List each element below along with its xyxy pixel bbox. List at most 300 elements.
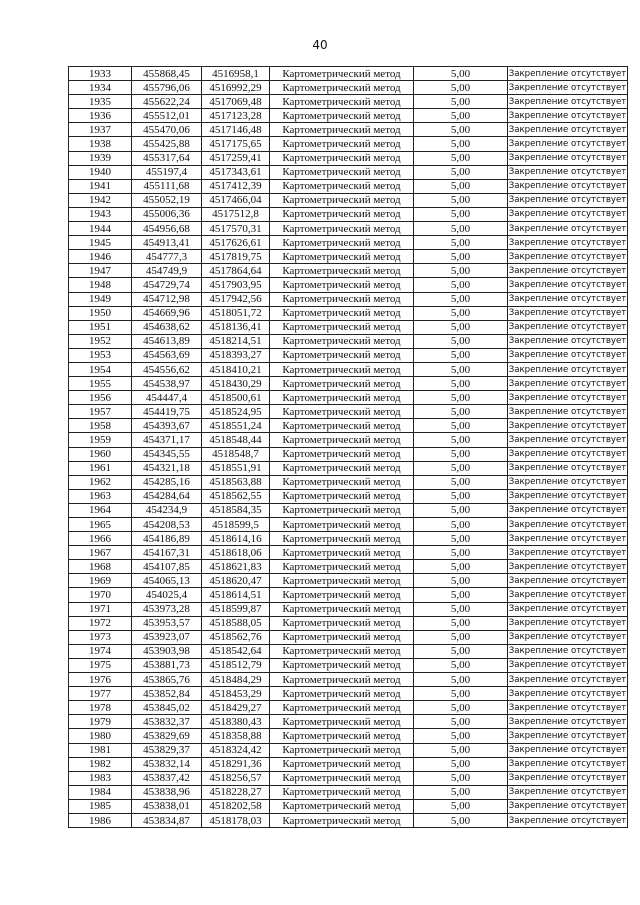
- x-coordinate-cell: 454613,89: [132, 334, 202, 348]
- point-number-cell: 1945: [69, 236, 132, 250]
- page-number: 40: [312, 38, 328, 52]
- accuracy-cell: 5,00: [414, 574, 508, 588]
- point-number-cell: 1986: [69, 813, 132, 827]
- x-coordinate-cell: 454186,89: [132, 532, 202, 546]
- y-coordinate-cell: 4518178,03: [202, 813, 270, 827]
- x-coordinate-cell: 454563,69: [132, 348, 202, 362]
- point-number-cell: 1959: [69, 433, 132, 447]
- accuracy-cell: 5,00: [414, 799, 508, 813]
- fixation-cell: Закрепление отсутствует: [508, 461, 628, 475]
- point-number-cell: 1973: [69, 630, 132, 644]
- table-row: [69, 137, 628, 151]
- method-cell: Картометрический метод: [270, 715, 414, 729]
- accuracy-cell: 5,00: [414, 362, 508, 376]
- x-coordinate-cell: 454749,9: [132, 264, 202, 278]
- table-row: [69, 391, 628, 405]
- fixation-cell: Закрепление отсутствует: [508, 348, 628, 362]
- point-number-cell: 1961: [69, 461, 132, 475]
- fixation-cell: Закрепление отсутствует: [508, 489, 628, 503]
- x-coordinate-cell: 454107,85: [132, 560, 202, 574]
- x-coordinate-cell: 454065,13: [132, 574, 202, 588]
- point-number-cell: 1969: [69, 574, 132, 588]
- fixation-cell: Закрепление отсутствует: [508, 391, 628, 405]
- y-coordinate-cell: 4518599,87: [202, 602, 270, 616]
- table-row: [69, 588, 628, 602]
- method-cell: Картометрический метод: [270, 673, 414, 687]
- x-coordinate-cell: 455512,01: [132, 109, 202, 123]
- x-coordinate-cell: 454556,62: [132, 362, 202, 376]
- method-cell: Картометрический метод: [270, 391, 414, 405]
- fixation-cell: Закрепление отсутствует: [508, 362, 628, 376]
- x-coordinate-cell: 454285,16: [132, 475, 202, 489]
- point-number-cell: 1968: [69, 560, 132, 574]
- x-coordinate-cell: 454284,64: [132, 489, 202, 503]
- y-coordinate-cell: 4518393,27: [202, 348, 270, 362]
- coordinates-table-body: [69, 67, 628, 828]
- x-coordinate-cell: 454234,9: [132, 503, 202, 517]
- method-cell: Картометрический метод: [270, 334, 414, 348]
- fixation-cell: Закрепление отсутствует: [508, 250, 628, 264]
- fixation-cell: Закрепление отсутствует: [508, 630, 628, 644]
- method-cell: Картометрический метод: [270, 757, 414, 771]
- point-number-cell: 1972: [69, 616, 132, 630]
- fixation-cell: Закрепление отсутствует: [508, 715, 628, 729]
- table-row: [69, 433, 628, 447]
- y-coordinate-cell: 4517146,48: [202, 123, 270, 137]
- x-coordinate-cell: 453923,07: [132, 630, 202, 644]
- fixation-cell: Закрепление отсутствует: [508, 95, 628, 109]
- accuracy-cell: 5,00: [414, 630, 508, 644]
- accuracy-cell: 5,00: [414, 405, 508, 419]
- accuracy-cell: 5,00: [414, 193, 508, 207]
- fixation-cell: Закрепление отсутствует: [508, 151, 628, 165]
- table-row: [69, 109, 628, 123]
- accuracy-cell: 5,00: [414, 250, 508, 264]
- method-cell: Картометрический метод: [270, 151, 414, 165]
- point-number-cell: 1937: [69, 123, 132, 137]
- method-cell: Картометрический метод: [270, 644, 414, 658]
- y-coordinate-cell: 4518358,88: [202, 729, 270, 743]
- accuracy-cell: 5,00: [414, 489, 508, 503]
- method-cell: Картометрический метод: [270, 207, 414, 221]
- table-row: [69, 616, 628, 630]
- fixation-cell: Закрепление отсутствует: [508, 123, 628, 137]
- y-coordinate-cell: 4517412,39: [202, 179, 270, 193]
- method-cell: Картометрический метод: [270, 532, 414, 546]
- point-number-cell: 1955: [69, 377, 132, 391]
- table-row: [69, 95, 628, 109]
- y-coordinate-cell: 4518500,61: [202, 391, 270, 405]
- method-cell: Картометрический метод: [270, 813, 414, 827]
- method-cell: Картометрический метод: [270, 320, 414, 334]
- y-coordinate-cell: 4518484,29: [202, 673, 270, 687]
- method-cell: Картометрический метод: [270, 574, 414, 588]
- y-coordinate-cell: 4518618,06: [202, 546, 270, 560]
- point-number-cell: 1980: [69, 729, 132, 743]
- table-row: [69, 278, 628, 292]
- x-coordinate-cell: 455796,06: [132, 81, 202, 95]
- method-cell: Картометрический метод: [270, 658, 414, 672]
- x-coordinate-cell: 455425,88: [132, 137, 202, 151]
- x-coordinate-cell: 455052,19: [132, 193, 202, 207]
- accuracy-cell: 5,00: [414, 503, 508, 517]
- method-cell: Картометрический метод: [270, 687, 414, 701]
- fixation-cell: Закрепление отсутствует: [508, 518, 628, 532]
- fixation-cell: Закрепление отсутствует: [508, 644, 628, 658]
- y-coordinate-cell: 4517864,64: [202, 264, 270, 278]
- y-coordinate-cell: 4518548,44: [202, 433, 270, 447]
- fixation-cell: Закрепление отсутствует: [508, 757, 628, 771]
- fixation-cell: Закрепление отсутствует: [508, 602, 628, 616]
- fixation-cell: Закрепление отсутствует: [508, 447, 628, 461]
- coordinates-table: [68, 66, 628, 828]
- method-cell: Картометрический метод: [270, 560, 414, 574]
- accuracy-cell: 5,00: [414, 137, 508, 151]
- point-number-cell: 1952: [69, 334, 132, 348]
- y-coordinate-cell: 4518614,51: [202, 588, 270, 602]
- accuracy-cell: 5,00: [414, 729, 508, 743]
- fixation-cell: Закрепление отсутствует: [508, 292, 628, 306]
- x-coordinate-cell: 454538,97: [132, 377, 202, 391]
- fixation-cell: Закрепление отсутствует: [508, 377, 628, 391]
- y-coordinate-cell: 4518202,58: [202, 799, 270, 813]
- accuracy-cell: 5,00: [414, 179, 508, 193]
- table-row: [69, 222, 628, 236]
- accuracy-cell: 5,00: [414, 447, 508, 461]
- method-cell: Картометрический метод: [270, 785, 414, 799]
- y-coordinate-cell: 4517942,56: [202, 292, 270, 306]
- accuracy-cell: 5,00: [414, 771, 508, 785]
- y-coordinate-cell: 4518410,21: [202, 362, 270, 376]
- point-number-cell: 1982: [69, 757, 132, 771]
- y-coordinate-cell: 4518584,35: [202, 503, 270, 517]
- table-row: [69, 560, 628, 574]
- method-cell: Картометрический метод: [270, 137, 414, 151]
- y-coordinate-cell: 4518542,64: [202, 644, 270, 658]
- table-row: [69, 673, 628, 687]
- table-row: [69, 532, 628, 546]
- accuracy-cell: 5,00: [414, 391, 508, 405]
- fixation-cell: Закрепление отсутствует: [508, 320, 628, 334]
- y-coordinate-cell: 4517123,28: [202, 109, 270, 123]
- point-number-cell: 1933: [69, 67, 132, 81]
- y-coordinate-cell: 4518228,27: [202, 785, 270, 799]
- method-cell: Картометрический метод: [270, 743, 414, 757]
- accuracy-cell: 5,00: [414, 475, 508, 489]
- fixation-cell: Закрепление отсутствует: [508, 179, 628, 193]
- accuracy-cell: 5,00: [414, 151, 508, 165]
- accuracy-cell: 5,00: [414, 292, 508, 306]
- method-cell: Картометрический метод: [270, 193, 414, 207]
- method-cell: Картометрический метод: [270, 475, 414, 489]
- x-coordinate-cell: 453903,98: [132, 644, 202, 658]
- y-coordinate-cell: 4518430,29: [202, 377, 270, 391]
- method-cell: Картометрический метод: [270, 123, 414, 137]
- y-coordinate-cell: 4517903,95: [202, 278, 270, 292]
- accuracy-cell: 5,00: [414, 757, 508, 771]
- point-number-cell: 1957: [69, 405, 132, 419]
- table-row: [69, 447, 628, 461]
- point-number-cell: 1983: [69, 771, 132, 785]
- fixation-cell: Закрепление отсутствует: [508, 306, 628, 320]
- x-coordinate-cell: 454393,67: [132, 419, 202, 433]
- point-number-cell: 1948: [69, 278, 132, 292]
- point-number-cell: 1944: [69, 222, 132, 236]
- point-number-cell: 1949: [69, 292, 132, 306]
- fixation-cell: Закрепление отсутствует: [508, 81, 628, 95]
- y-coordinate-cell: 4517175,65: [202, 137, 270, 151]
- y-coordinate-cell: 4518563,88: [202, 475, 270, 489]
- x-coordinate-cell: 453845,02: [132, 701, 202, 715]
- y-coordinate-cell: 4518324,42: [202, 743, 270, 757]
- point-number-cell: 1967: [69, 546, 132, 560]
- accuracy-cell: 5,00: [414, 377, 508, 391]
- accuracy-cell: 5,00: [414, 546, 508, 560]
- method-cell: Картометрический метод: [270, 377, 414, 391]
- method-cell: Картометрический метод: [270, 348, 414, 362]
- y-coordinate-cell: 4518621,83: [202, 560, 270, 574]
- method-cell: Картометрический метод: [270, 236, 414, 250]
- x-coordinate-cell: 455317,64: [132, 151, 202, 165]
- fixation-cell: Закрепление отсутствует: [508, 813, 628, 827]
- accuracy-cell: 5,00: [414, 785, 508, 799]
- point-number-cell: 1985: [69, 799, 132, 813]
- accuracy-cell: 5,00: [414, 278, 508, 292]
- point-number-cell: 1984: [69, 785, 132, 799]
- y-coordinate-cell: 4517259,41: [202, 151, 270, 165]
- y-coordinate-cell: 4517466,04: [202, 193, 270, 207]
- x-coordinate-cell: 454669,96: [132, 306, 202, 320]
- y-coordinate-cell: 4518051,72: [202, 306, 270, 320]
- table-row: [69, 785, 628, 799]
- point-number-cell: 1951: [69, 320, 132, 334]
- point-number-cell: 1935: [69, 95, 132, 109]
- accuracy-cell: 5,00: [414, 348, 508, 362]
- x-coordinate-cell: 454447,4: [132, 391, 202, 405]
- fixation-cell: Закрепление отсутствует: [508, 532, 628, 546]
- table-row: [69, 362, 628, 376]
- fixation-cell: Закрепление отсутствует: [508, 616, 628, 630]
- point-number-cell: 1953: [69, 348, 132, 362]
- fixation-cell: Закрепление отсутствует: [508, 405, 628, 419]
- table-row: [69, 729, 628, 743]
- y-coordinate-cell: 4517512,8: [202, 207, 270, 221]
- x-coordinate-cell: 453881,73: [132, 658, 202, 672]
- x-coordinate-cell: 453832,14: [132, 757, 202, 771]
- method-cell: Картометрический метод: [270, 306, 414, 320]
- y-coordinate-cell: 4518380,43: [202, 715, 270, 729]
- method-cell: Картометрический метод: [270, 588, 414, 602]
- table-row: [69, 461, 628, 475]
- point-number-cell: 1979: [69, 715, 132, 729]
- fixation-cell: Закрепление отсутствует: [508, 771, 628, 785]
- point-number-cell: 1963: [69, 489, 132, 503]
- y-coordinate-cell: 4518551,91: [202, 461, 270, 475]
- x-coordinate-cell: 454208,53: [132, 518, 202, 532]
- fixation-cell: Закрепление отсутствует: [508, 588, 628, 602]
- accuracy-cell: 5,00: [414, 419, 508, 433]
- fixation-cell: Закрепление отсутствует: [508, 475, 628, 489]
- fixation-cell: Закрепление отсутствует: [508, 264, 628, 278]
- accuracy-cell: 5,00: [414, 644, 508, 658]
- table-row: [69, 518, 628, 532]
- point-number-cell: 1940: [69, 165, 132, 179]
- x-coordinate-cell: 453865,76: [132, 673, 202, 687]
- point-number-cell: 1962: [69, 475, 132, 489]
- accuracy-cell: 5,00: [414, 433, 508, 447]
- table-row: [69, 306, 628, 320]
- table-row: [69, 757, 628, 771]
- table-row: [69, 630, 628, 644]
- fixation-cell: Закрепление отсутствует: [508, 334, 628, 348]
- point-number-cell: 1960: [69, 447, 132, 461]
- table-row: [69, 503, 628, 517]
- method-cell: Картометрический метод: [270, 602, 414, 616]
- method-cell: Картометрический метод: [270, 799, 414, 813]
- table-row: [69, 250, 628, 264]
- y-coordinate-cell: 4518453,29: [202, 687, 270, 701]
- accuracy-cell: 5,00: [414, 673, 508, 687]
- point-number-cell: 1950: [69, 306, 132, 320]
- accuracy-cell: 5,00: [414, 222, 508, 236]
- table-row: [69, 715, 628, 729]
- point-number-cell: 1978: [69, 701, 132, 715]
- point-number-cell: 1954: [69, 362, 132, 376]
- point-number-cell: 1943: [69, 207, 132, 221]
- method-cell: Картометрический метод: [270, 264, 414, 278]
- accuracy-cell: 5,00: [414, 715, 508, 729]
- fixation-cell: Закрепление отсутствует: [508, 546, 628, 560]
- method-cell: Картометрический метод: [270, 616, 414, 630]
- y-coordinate-cell: 4518291,36: [202, 757, 270, 771]
- y-coordinate-cell: 4516958,1: [202, 67, 270, 81]
- table-row: [69, 292, 628, 306]
- accuracy-cell: 5,00: [414, 461, 508, 475]
- table-row: [69, 207, 628, 221]
- y-coordinate-cell: 4518599,5: [202, 518, 270, 532]
- point-number-cell: 1976: [69, 673, 132, 687]
- point-number-cell: 1956: [69, 391, 132, 405]
- fixation-cell: Закрепление отсутствует: [508, 574, 628, 588]
- method-cell: Картометрический метод: [270, 433, 414, 447]
- y-coordinate-cell: 4518588,05: [202, 616, 270, 630]
- table-row: [69, 264, 628, 278]
- point-number-cell: 1981: [69, 743, 132, 757]
- accuracy-cell: 5,00: [414, 334, 508, 348]
- accuracy-cell: 5,00: [414, 264, 508, 278]
- fixation-cell: Закрепление отсутствует: [508, 433, 628, 447]
- table-row: [69, 489, 628, 503]
- point-number-cell: 1946: [69, 250, 132, 264]
- accuracy-cell: 5,00: [414, 207, 508, 221]
- x-coordinate-cell: 454167,31: [132, 546, 202, 560]
- accuracy-cell: 5,00: [414, 165, 508, 179]
- y-coordinate-cell: 4518620,47: [202, 574, 270, 588]
- table-row: [69, 236, 628, 250]
- fixation-cell: Закрепление отсутствует: [508, 503, 628, 517]
- table-row: [69, 348, 628, 362]
- table-row: [69, 743, 628, 757]
- accuracy-cell: 5,00: [414, 616, 508, 630]
- fixation-cell: Закрепление отсутствует: [508, 109, 628, 123]
- table-row: [69, 165, 628, 179]
- accuracy-cell: 5,00: [414, 743, 508, 757]
- x-coordinate-cell: 454913,41: [132, 236, 202, 250]
- fixation-cell: Закрепление отсутствует: [508, 67, 628, 81]
- x-coordinate-cell: 453829,69: [132, 729, 202, 743]
- accuracy-cell: 5,00: [414, 518, 508, 532]
- x-coordinate-cell: 455197,4: [132, 165, 202, 179]
- y-coordinate-cell: 4518551,24: [202, 419, 270, 433]
- method-cell: Картометрический метод: [270, 419, 414, 433]
- point-number-cell: 1966: [69, 532, 132, 546]
- point-number-cell: 1942: [69, 193, 132, 207]
- point-number-cell: 1975: [69, 658, 132, 672]
- fixation-cell: Закрепление отсутствует: [508, 193, 628, 207]
- x-coordinate-cell: 454321,18: [132, 461, 202, 475]
- x-coordinate-cell: 454956,68: [132, 222, 202, 236]
- x-coordinate-cell: 453838,01: [132, 799, 202, 813]
- accuracy-cell: 5,00: [414, 602, 508, 616]
- x-coordinate-cell: 455006,36: [132, 207, 202, 221]
- method-cell: Картометрический метод: [270, 165, 414, 179]
- method-cell: Картометрический метод: [270, 81, 414, 95]
- method-cell: Картометрический метод: [270, 503, 414, 517]
- fixation-cell: Закрепление отсутствует: [508, 236, 628, 250]
- method-cell: Картометрический метод: [270, 67, 414, 81]
- fixation-cell: Закрепление отсутствует: [508, 207, 628, 221]
- y-coordinate-cell: 4517819,75: [202, 250, 270, 264]
- accuracy-cell: 5,00: [414, 109, 508, 123]
- fixation-cell: Закрепление отсутствует: [508, 137, 628, 151]
- table-row: [69, 658, 628, 672]
- x-coordinate-cell: 453852,84: [132, 687, 202, 701]
- fixation-cell: Закрепление отсутствует: [508, 743, 628, 757]
- fixation-cell: Закрепление отсутствует: [508, 799, 628, 813]
- x-coordinate-cell: 453973,28: [132, 602, 202, 616]
- x-coordinate-cell: 454345,55: [132, 447, 202, 461]
- point-number-cell: 1964: [69, 503, 132, 517]
- accuracy-cell: 5,00: [414, 81, 508, 95]
- table-row: [69, 334, 628, 348]
- point-number-cell: 1936: [69, 109, 132, 123]
- table-row: [69, 813, 628, 827]
- x-coordinate-cell: 455111,68: [132, 179, 202, 193]
- fixation-cell: Закрепление отсутствует: [508, 729, 628, 743]
- accuracy-cell: 5,00: [414, 123, 508, 137]
- x-coordinate-cell: 453837,42: [132, 771, 202, 785]
- table-row: [69, 799, 628, 813]
- table-row: [69, 377, 628, 391]
- table-row: [69, 574, 628, 588]
- y-coordinate-cell: 4518429,27: [202, 701, 270, 715]
- y-coordinate-cell: 4517069,48: [202, 95, 270, 109]
- fixation-cell: Закрепление отсутствует: [508, 222, 628, 236]
- point-number-cell: 1947: [69, 264, 132, 278]
- method-cell: Картометрический метод: [270, 95, 414, 109]
- accuracy-cell: 5,00: [414, 320, 508, 334]
- fixation-cell: Закрепление отсутствует: [508, 673, 628, 687]
- point-number-cell: 1965: [69, 518, 132, 532]
- fixation-cell: Закрепление отсутствует: [508, 419, 628, 433]
- fixation-cell: Закрепление отсутствует: [508, 658, 628, 672]
- accuracy-cell: 5,00: [414, 813, 508, 827]
- fixation-cell: Закрепление отсутствует: [508, 165, 628, 179]
- y-coordinate-cell: 4518562,55: [202, 489, 270, 503]
- table-row: [69, 687, 628, 701]
- x-coordinate-cell: 453953,57: [132, 616, 202, 630]
- method-cell: Картометрический метод: [270, 729, 414, 743]
